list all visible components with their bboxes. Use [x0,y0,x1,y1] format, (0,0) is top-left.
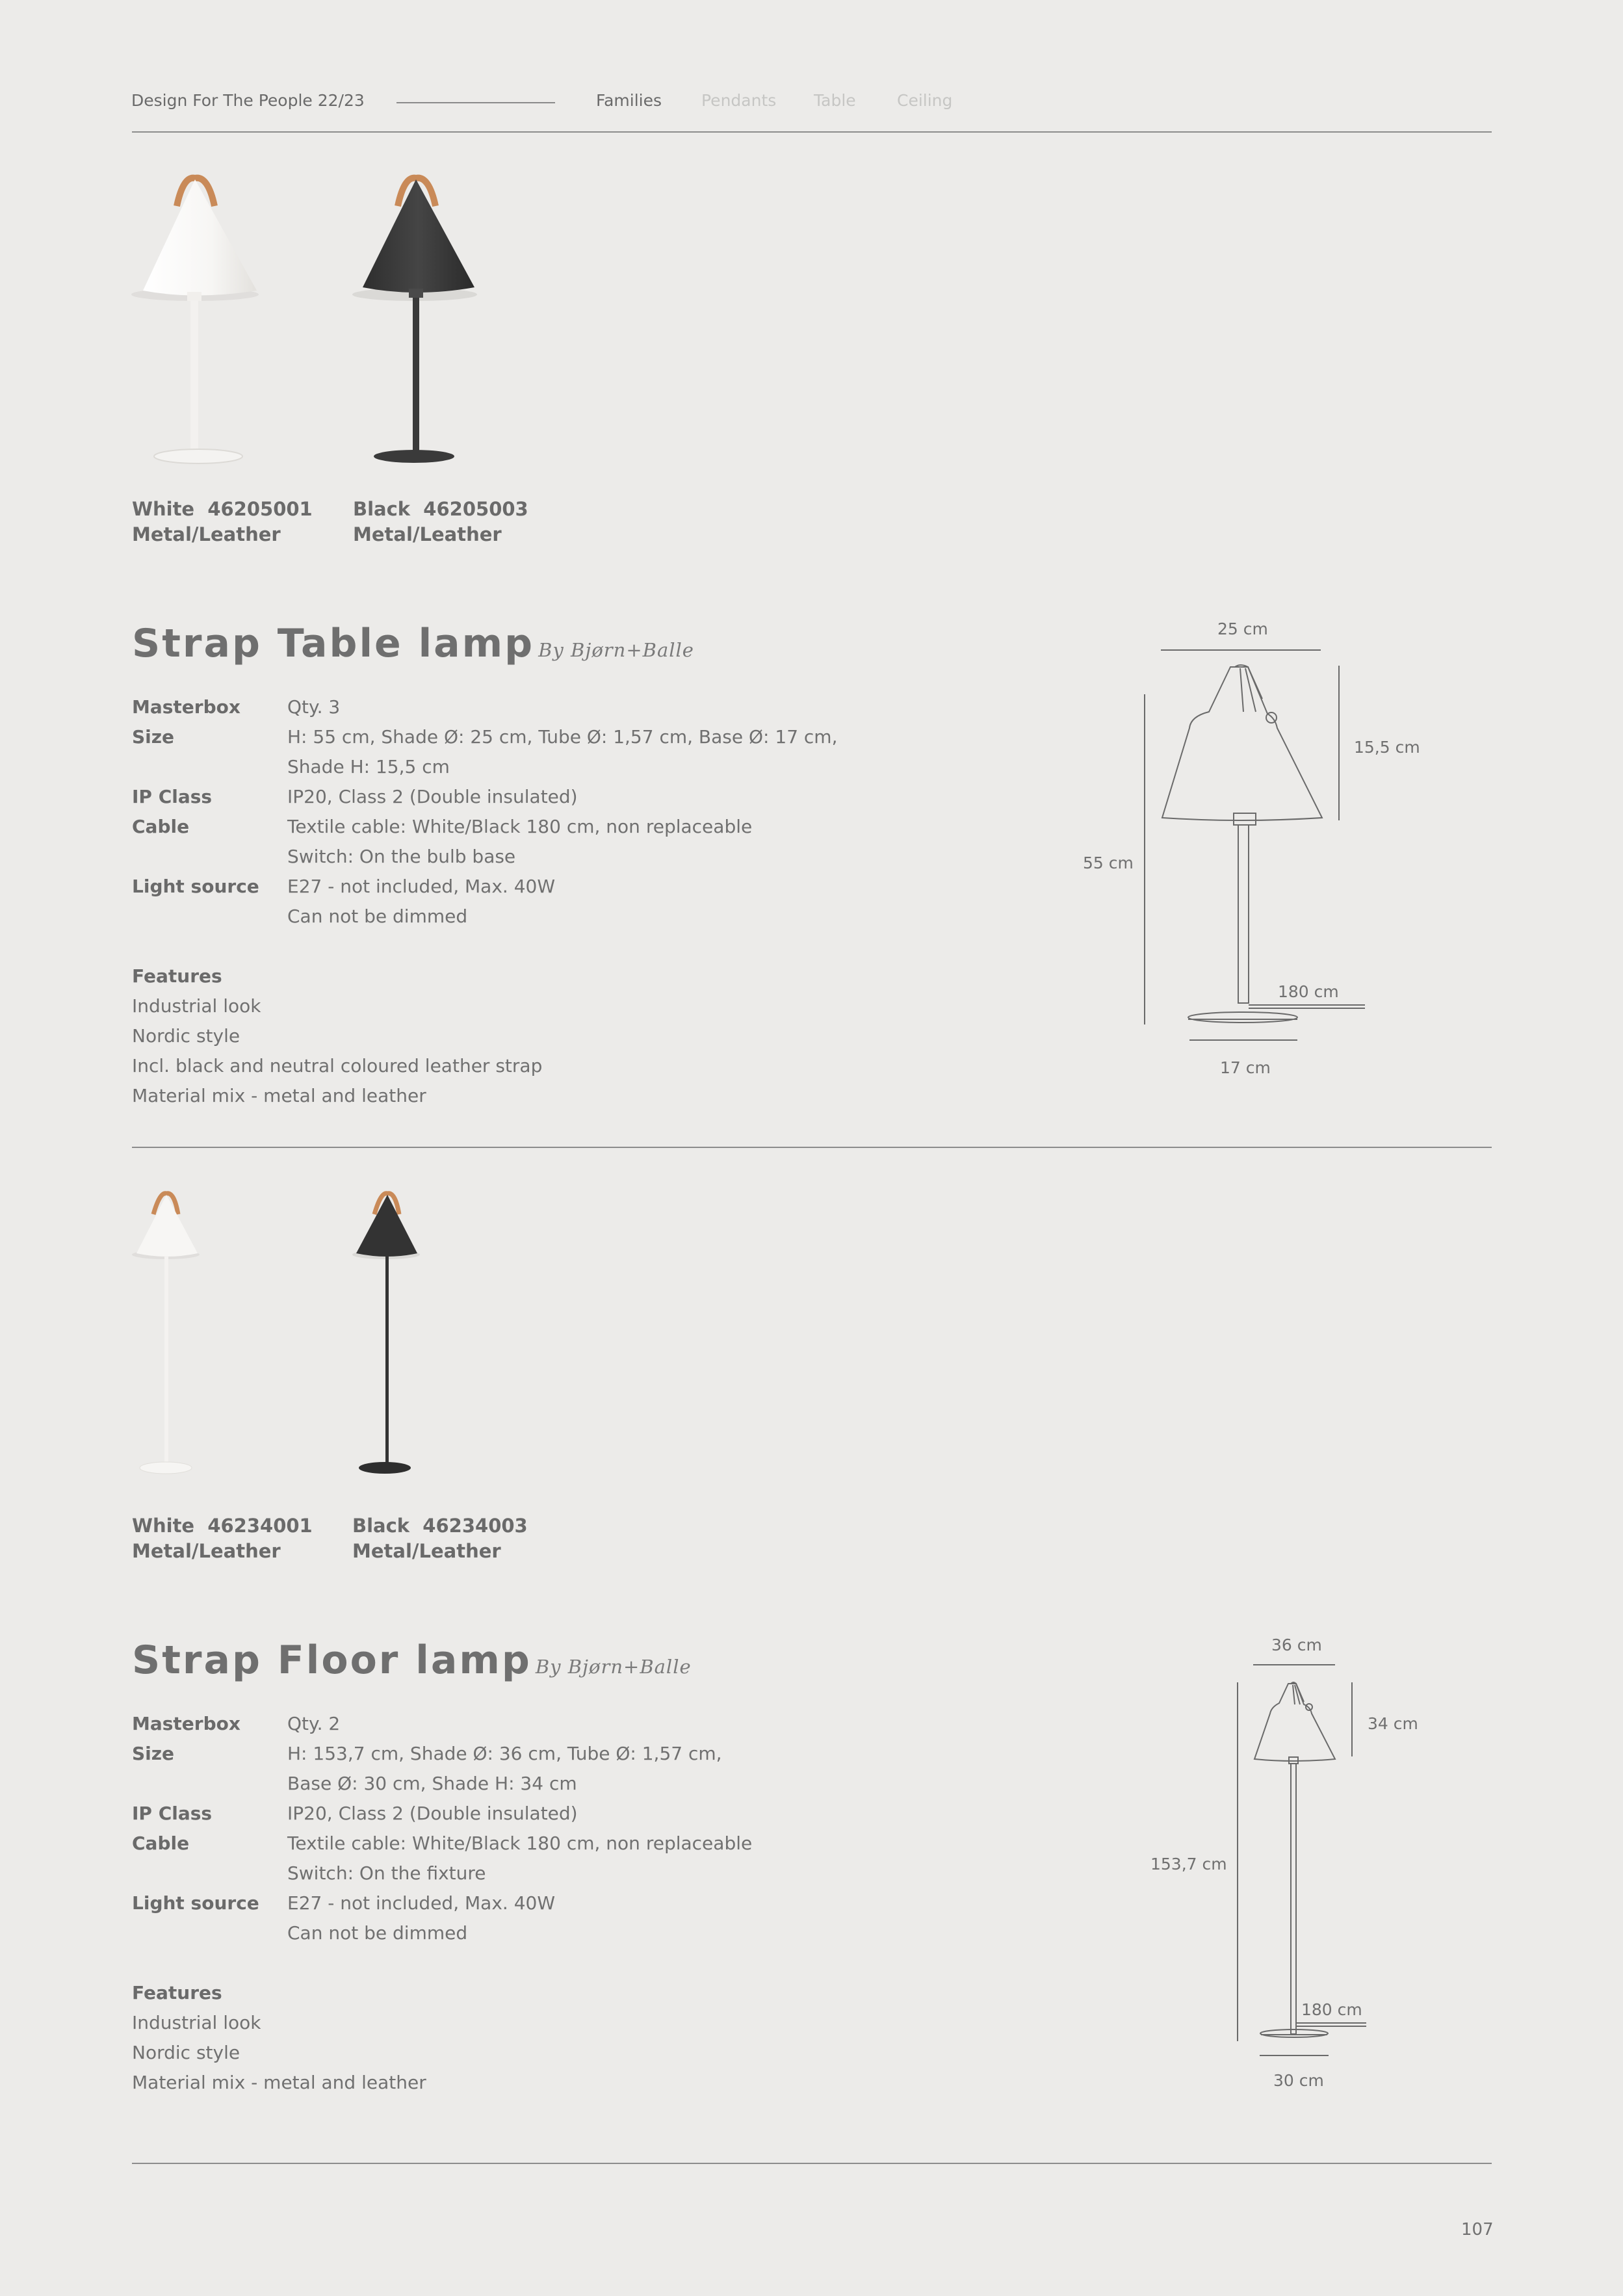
spec-value: E27 - not included, Max. 40W [287,1892,556,1914]
features-table-lamp [132,961,542,1111]
product-title-table [132,621,694,666]
spec-table-floor-lamp [132,1709,977,1948]
section-rule [132,1147,1492,1148]
spec-label: IP Class [132,1803,213,1824]
features-floor-lamp [132,1978,426,2098]
feature-item: Material mix - metal and leather [132,2072,426,2093]
spec-label: Cable [132,816,190,837]
spec-value: H: 153,7 cm, Shade Ø: 36 cm, Tube Ø: 1,57 cm, [287,1743,722,1764]
spec-label: Light source [132,1892,259,1914]
floor-black-caption [352,1513,528,1564]
table-lamp-dimension-drawing [1137,637,1397,1040]
dim-shade-width: 36 cm [1271,1636,1322,1654]
spec-value: IP20, Class 2 (Double insulated) [287,786,578,807]
dim-height: 55 cm [1083,854,1134,872]
floor-lamp-black-image [350,1188,428,1481]
spec-value: Textile cable: White/Black 180 cm, non replaceable [287,1833,753,1854]
dim-cable: 180 cm [1301,2000,1362,2019]
nav-table[interactable]: Table [814,91,856,110]
spec-label: Size [132,726,175,748]
spec-value: Can not be dimmed [287,906,468,927]
variant-material: Metal/Leather [352,1540,501,1562]
spec-label: Light source [132,876,259,897]
dim-base: 17 cm [1220,1058,1271,1077]
variant-code: 46205003 [423,498,528,520]
spec-value: Qty. 2 [287,1713,341,1734]
title-text: Strap Table lamp [132,621,535,666]
dim-cable: 180 cm [1278,982,1339,1001]
feature-item: Industrial look [132,2012,261,2033]
variant-color: White [132,498,195,520]
feature-item: Incl. black and neutral coloured leather strap [132,1055,543,1076]
spec-label: IP Class [132,786,213,807]
title-text: Strap Floor lamp [132,1637,532,1683]
dim-base: 30 cm [1273,2071,1324,2090]
dim-shade-height: 15,5 cm [1354,738,1420,757]
header-rule [132,131,1492,133]
footer-rule [132,2163,1492,2164]
features-heading: Features [132,1982,222,2003]
table-lamp-white-image [123,170,266,469]
designer: By Bjørn+Balle [535,1656,692,1678]
dim-shade-width: 25 cm [1217,620,1268,638]
nav-ceiling[interactable]: Ceiling [897,91,953,110]
spec-label: Cable [132,1833,190,1854]
nav-families[interactable]: Families [596,91,662,110]
variant-material: Metal/Leather [353,523,502,545]
spec-value: IP20, Class 2 (Double insulated) [287,1803,578,1824]
spec-value: Switch: On the fixture [287,1862,486,1884]
features-heading: Features [132,965,222,987]
header-divider [396,102,555,103]
floor-white-caption [132,1513,313,1564]
floor-lamp-white-image [130,1188,208,1481]
page-number: 107 [1461,2220,1494,2239]
spec-value: Qty. 3 [287,696,341,718]
spec-value: Textile cable: White/Black 180 cm, non replaceable [287,816,753,837]
spec-label: Masterbox [132,1713,240,1734]
dim-shade-height: 34 cm [1368,1714,1418,1733]
dim-height: 153,7 cm [1150,1855,1227,1873]
feature-item: Nordic style [132,2042,240,2063]
table-white-caption [132,497,313,547]
feature-item: Nordic style [132,1025,240,1047]
variant-material: Metal/Leather [132,1540,281,1562]
designer: By Bjørn+Balle [538,639,694,661]
variant-code: 46234001 [207,1515,313,1537]
variant-color: White [132,1515,195,1537]
table-lamp-black-image [344,170,487,469]
publication-title: Design For The People 22/23 [131,91,365,110]
spec-table-table-lamp [132,692,977,932]
variant-code: 46234003 [422,1515,528,1537]
feature-item: Industrial look [132,995,261,1017]
spec-value: Base Ø: 30 cm, Shade H: 34 cm [287,1773,577,1794]
table-black-caption [353,497,528,547]
spec-value: Can not be dimmed [287,1922,468,1944]
spec-value: Shade H: 15,5 cm [287,756,450,777]
variant-material: Metal/Leather [132,523,281,545]
variant-color: Black [353,498,411,520]
spec-label: Size [132,1743,175,1764]
spec-value: H: 55 cm, Shade Ø: 25 cm, Tube Ø: 1,57 cm, Base Ø: 17 cm, [287,726,838,748]
variant-color: Black [352,1515,410,1537]
product-title-floor [132,1637,692,1683]
spec-value: Switch: On the bulb base [287,846,516,867]
spec-label: Masterbox [132,696,240,718]
feature-item: Material mix - metal and leather [132,1085,426,1106]
variant-code: 46205001 [207,498,313,520]
nav-pendants[interactable]: Pendants [701,91,777,110]
spec-value: E27 - not included, Max. 40W [287,876,556,897]
